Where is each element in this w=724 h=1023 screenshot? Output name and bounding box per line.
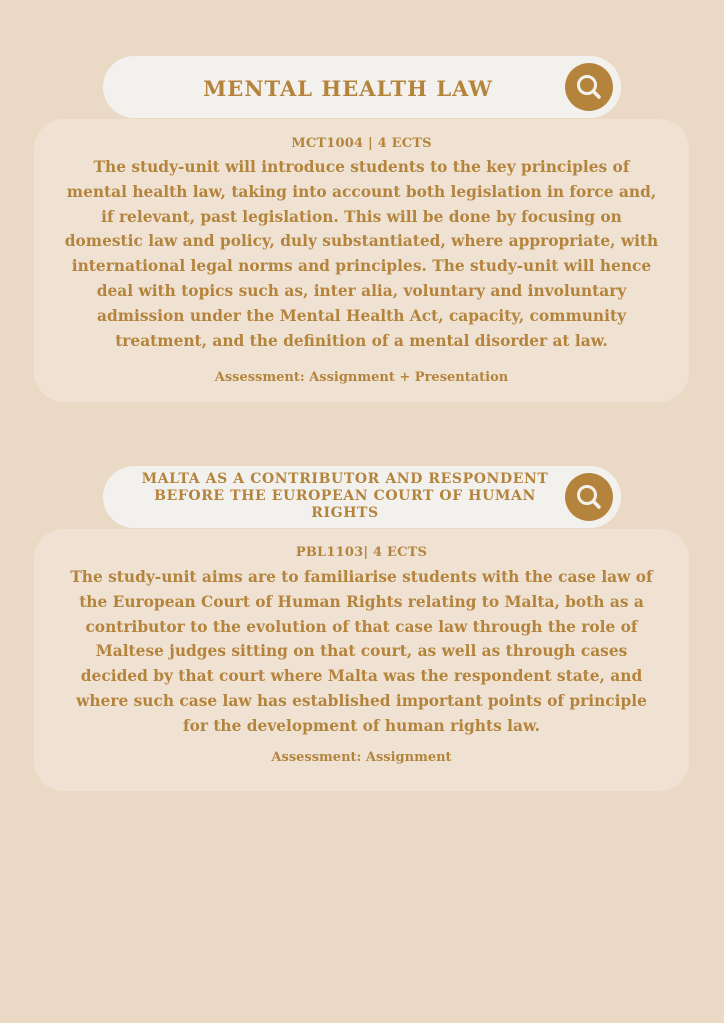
course-assessment: Assessment: Assignment — [271, 750, 452, 765]
course-description: The study-unit will introduce students to the key principles of mental health law, taking into account both legislation in force and, if relevant, past legislation. This will be done by focusing on domestic law and policy, duly substantiated, where appropriate, with international legal norms and principles. The study-unit will hence deal with topics such as, inter alia, voluntary and involuntary admission under the Mental Health Act, capacity, community treatment, and the definition of a mental disorder at law. — [64, 158, 659, 350]
course-code: PBL1103| 4 ECTS — [295, 545, 428, 560]
search-icon — [574, 482, 604, 512]
course-title: MENTAL HEALTH LAW — [203, 76, 493, 101]
course-title: MALTA AS A CONTRIBUTOR AND RESPONDENT BEFORE THE EUROPEAN COURT OF HUMAN RIGHTS — [141, 471, 549, 521]
search-button[interactable] — [565, 63, 613, 111]
search-button[interactable] — [565, 473, 613, 521]
course-assessment: Assessment: Assignment + Presentation — [214, 370, 509, 385]
course-card-1 — [34, 119, 689, 402]
course-description: The study-unit aims are to familiarise students with the case law of the European Court of Human Rights relating to Malta, both as a contributor to the evolution of that case law through the role of Maltese judges sitting on that court, as well as through cases decided by that court where Malta was the respondent state, and where such case law has established important points of principle for the development of human rights law. — [70, 568, 653, 735]
course-title-pill-1 — [103, 56, 621, 118]
course-title-pill-2 — [103, 466, 621, 528]
course-card-2 — [34, 529, 689, 791]
course-code: MCT1004 | 4 ECTS — [291, 136, 432, 151]
search-icon — [574, 72, 604, 102]
